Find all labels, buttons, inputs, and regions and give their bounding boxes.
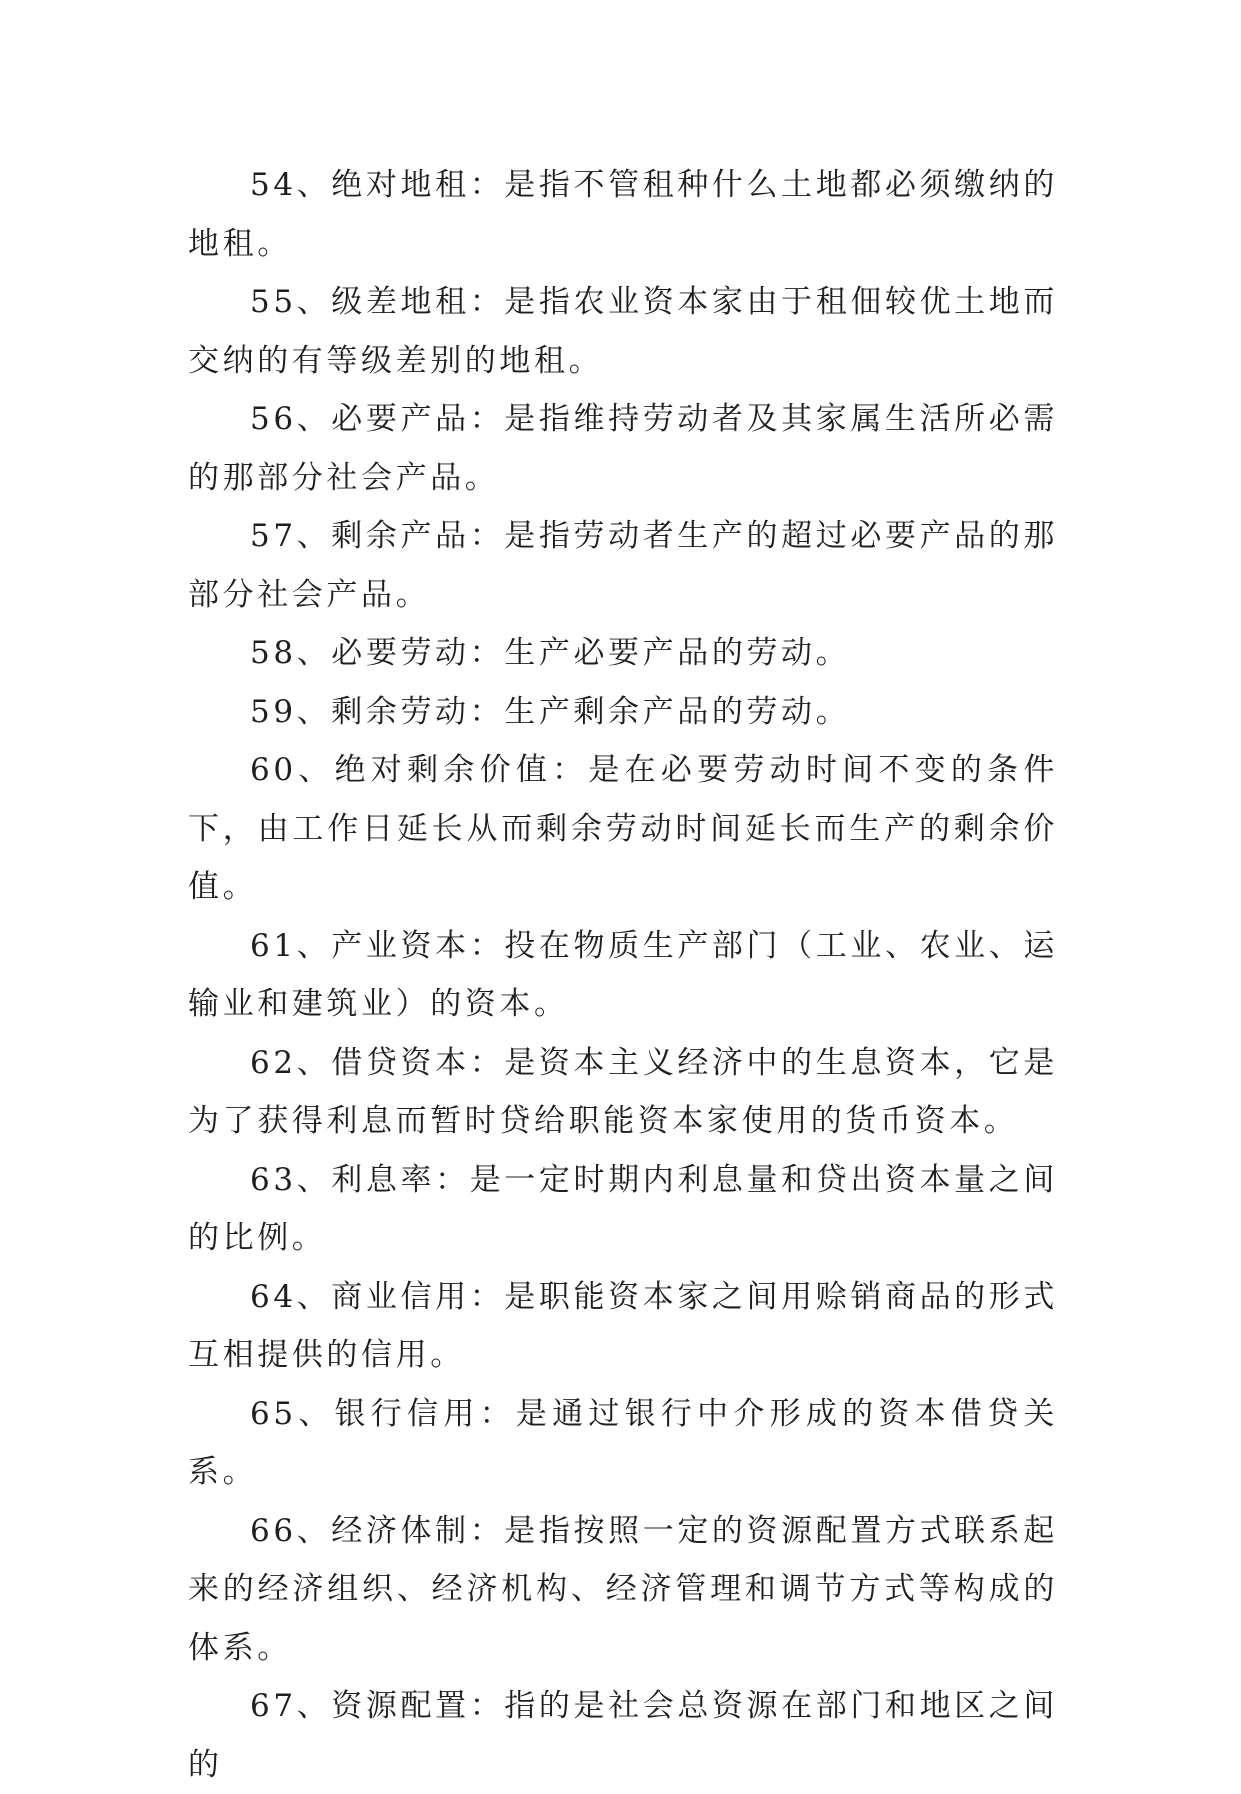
paragraph-60: 60、绝对剩余价值：是在必要劳动时间不变的条件下，由工作日延长从而剩余劳动时间延长而生产的剩余价值。: [188, 752, 1058, 905]
paragraph-56: 56、必要产品：是指维持劳动者及其家属生活所必需的那部分社会产品。: [188, 401, 1058, 496]
paragraph-61: 61、产业资本：投在物质生产部门（工业、农业、运输业和建筑业）的资本。: [188, 927, 1058, 1022]
document-body: [188, 156, 1058, 1794]
paragraph-55: 55、级差地租：是指农业资本家由于租佃较优土地而交纳的有等级差别的地租。: [188, 284, 1058, 379]
paragraph-54: 54、绝对地租：是指不管租种什么土地都必须缴纳的地租。: [188, 167, 1058, 262]
paragraph-66: 66、经济体制：是指按照一定的资源配置方式联系起来的经济组织、经济机构、经济管理和调节方式等构成的体系。: [188, 1512, 1058, 1666]
paragraph-62: 62、借贷资本：是资本主义经济中的生息资本，它是为了获得利息而暂时贷给职能资本家使用的货币资本。: [188, 1044, 1058, 1139]
paragraph-64: 64、商业信用：是职能资本家之间用赊销商品的形式互相提供的信用。: [188, 1278, 1058, 1373]
paragraph-59: 59、剩余劳动：生产剩余产品的劳动。: [250, 693, 851, 730]
paragraph-67: 67、资源配置：指的是社会总资源在部门和地区之间的: [188, 1688, 1058, 1783]
paragraph-65: 65、银行信用：是通过银行中介形成的资本借贷关系。: [188, 1395, 1058, 1490]
paragraph-57: 57、剩余产品：是指劳动者生产的超过必要产品的那部分社会产品。: [188, 518, 1058, 613]
paragraph-63: 63、利息率：是一定时期内利息量和贷出资本量之间的比例。: [188, 1161, 1058, 1256]
paragraph-58: 58、必要劳动：生产必要产品的劳动。: [250, 635, 851, 671]
